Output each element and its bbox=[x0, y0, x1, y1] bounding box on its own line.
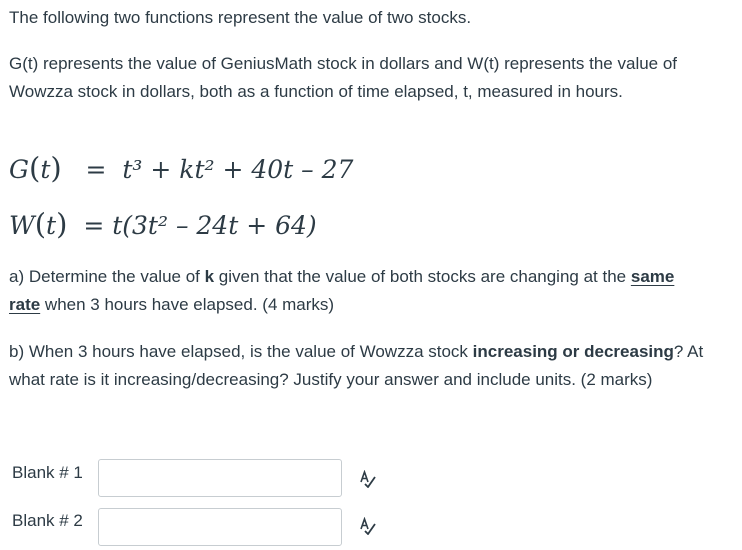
qb-suffix: ? At what rate is it increasing/decreasing? Justify your answer and include units. (2 marks) bbox=[9, 342, 704, 389]
equation-w: W(t) = t(3t² – 24t + 64) bbox=[9, 207, 317, 241]
qa-same-rate: same rate bbox=[9, 267, 675, 314]
qb-prefix: b) When 3 hours have elapsed, is the value of Wowzza stock bbox=[9, 342, 473, 361]
blank-1-input[interactable] bbox=[98, 459, 342, 497]
spell-check-icon[interactable] bbox=[359, 470, 377, 488]
qa-suffix: when 3 hours have elapsed. (4 marks) bbox=[40, 295, 335, 314]
qb-increasing-decreasing: increasing or decreasing bbox=[472, 342, 674, 361]
eq2-equals: = bbox=[83, 211, 105, 240]
equation-g: G(t) = t³ + kt² + 40t – 27 bbox=[9, 151, 354, 185]
question-a bbox=[9, 263, 699, 319]
question-b bbox=[9, 338, 734, 394]
eq1-fn: G bbox=[9, 155, 29, 184]
description-text: G(t) represents the value of GeniusMath stock in dollars and W(t) represents the value of Wowzza stock in dollars, both as a function of time elapsed, t, measured in hours. bbox=[9, 54, 678, 101]
qa-prefix: a) Determine the value of bbox=[9, 267, 205, 286]
eq1-equals: = bbox=[85, 155, 107, 184]
eq2-var: t bbox=[46, 211, 57, 240]
eq1-rhs: t³ + kt² + 40t – 27 bbox=[122, 155, 354, 184]
eq2-fn: W bbox=[9, 211, 35, 240]
eq1-var: t bbox=[40, 155, 51, 184]
blank-1-label: Blank # 1 bbox=[12, 463, 83, 482]
spell-check-icon[interactable] bbox=[359, 517, 377, 535]
qa-middle: given that the value of both stocks are changing at the bbox=[214, 267, 631, 286]
eq2-rhs: t(3t² – 24t + 64) bbox=[112, 211, 317, 240]
intro-text: The following two functions represent the value of two stocks. bbox=[9, 8, 472, 27]
blank-2-label: Blank # 2 bbox=[12, 511, 83, 530]
qa-k: k bbox=[204, 267, 215, 286]
blank-2-input[interactable] bbox=[98, 508, 342, 546]
